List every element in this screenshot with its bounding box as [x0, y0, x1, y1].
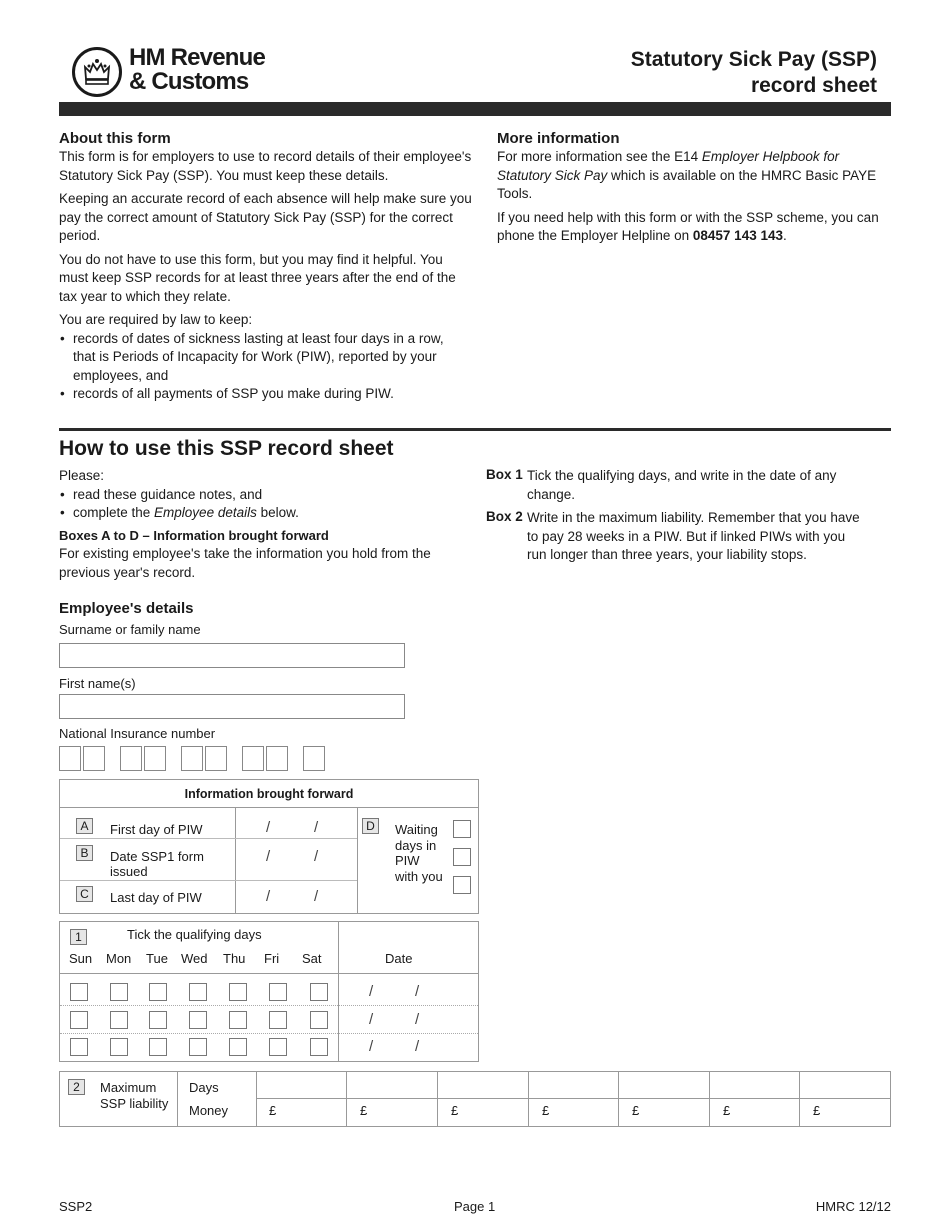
helpbook-title: Employer Helpbook for Statutory Sick Pay [497, 149, 840, 183]
liability-days-input[interactable] [438, 1072, 528, 1098]
boxes-a-d-text: For existing employee's take the information you hold from the previous year's record. [59, 546, 431, 580]
qualifying-days-heading: Tick the qualifying days [127, 927, 262, 942]
ni-char-box[interactable] [59, 746, 81, 771]
ibf-heading: Information brought forward [60, 780, 478, 808]
ni-char-box[interactable] [266, 746, 288, 771]
day-header-tue: Tue [146, 951, 168, 966]
qualifying-day-checkbox[interactable] [189, 1011, 207, 1029]
qualifying-day-checkbox[interactable] [229, 1038, 247, 1056]
howto-please: Please: [59, 468, 105, 483]
date-slash: / [415, 983, 420, 1000]
liability-days-input[interactable] [347, 1072, 437, 1098]
qualifying-date-input[interactable] [342, 1008, 476, 1030]
qualifying-day-checkbox[interactable] [310, 1011, 328, 1029]
date-slash: / [314, 888, 319, 905]
ssp1-issued-date-input[interactable] [240, 843, 352, 873]
ni-char-box[interactable] [144, 746, 166, 771]
qualifying-day-checkbox[interactable] [269, 1011, 287, 1029]
howto-section [59, 437, 459, 582]
qualifying-day-checkbox[interactable] [229, 1011, 247, 1029]
surname-input[interactable] [59, 643, 405, 668]
page-number: Page 1 [454, 1199, 496, 1214]
crown-icon [80, 55, 114, 89]
more-info-section [497, 130, 882, 246]
more-info-paragraph-2: If you need help with this form or with the SSP scheme, you can phone the Employer Helpline on 08457 143 143. [497, 209, 879, 243]
tag-2: 2 [68, 1079, 85, 1095]
box-guidance [486, 467, 866, 565]
date-slash: / [369, 1011, 374, 1028]
ni-char-box[interactable] [120, 746, 142, 771]
first-day-piw-date-input[interactable] [240, 814, 352, 836]
hmrc-crown-logo [72, 47, 122, 97]
day-header-sat: Sat [302, 951, 322, 966]
liability-divider [177, 1072, 178, 1126]
liability-days-input[interactable] [800, 1072, 890, 1098]
waiting-day-checkbox[interactable] [453, 820, 471, 838]
liability-days-input[interactable] [529, 1072, 618, 1098]
box2-guidance: Box 2 Write in the maximum liability. Remember that you have to pay 28 weeks in a PIW. But if linked PIWs with you run longer than three years, your liability stops. [486, 509, 860, 562]
ibf-divider [235, 808, 236, 913]
qualifying-date-input[interactable] [342, 1036, 476, 1058]
ni-char-box[interactable] [181, 746, 203, 771]
qd-row-rule [60, 1033, 478, 1034]
date-slash: / [314, 819, 319, 836]
date-slash: / [266, 819, 271, 836]
qualifying-days-box [59, 921, 479, 1062]
qualifying-day-checkbox[interactable] [310, 983, 328, 1001]
title-line2: record sheet [750, 74, 877, 97]
ni-char-box[interactable] [303, 746, 325, 771]
qualifying-date-input[interactable] [342, 977, 476, 1001]
tag-a: A [76, 818, 93, 834]
qualifying-day-checkbox[interactable] [149, 983, 167, 1001]
ibf-row-divider [60, 880, 357, 881]
about-heading: About this form [59, 130, 171, 147]
liability-days-input[interactable] [619, 1072, 709, 1098]
form-title [631, 47, 877, 99]
list-item: • complete the Employee details below. [59, 504, 459, 523]
ni-number-label: National Insurance number [59, 726, 216, 741]
waiting-day-checkbox[interactable] [453, 848, 471, 866]
liability-money-input[interactable]: £ [632, 1103, 640, 1118]
qualifying-day-checkbox[interactable] [149, 1038, 167, 1056]
liability-column [710, 1072, 800, 1126]
about-paragraph-4: You are required by law to keep: [59, 312, 253, 327]
info-brought-forward-box [59, 779, 479, 914]
ni-char-box[interactable] [242, 746, 264, 771]
list-item: • read these guidance notes, and [59, 486, 459, 505]
liability-money-input[interactable]: £ [813, 1103, 821, 1118]
day-header-fri: Fri [264, 951, 280, 966]
ibf-row-divider [60, 838, 357, 839]
tag-d: D [362, 818, 379, 834]
liability-money-input[interactable]: £ [723, 1103, 731, 1118]
ni-char-box[interactable] [205, 746, 227, 771]
about-paragraph-1: This form is for employers to use to record details of their employee's Statutory Sick Pay (SSP). You must keep these details. [59, 149, 472, 183]
ni-char-box[interactable] [83, 746, 105, 771]
date-header: Date [385, 951, 413, 966]
about-paragraph-2: Keeping an accurate record of each absence will help make sure you pay the correct amount of Statutory Sick Pay (SSP) for the correct period. [59, 191, 472, 243]
section-rule [59, 428, 891, 431]
liability-column [529, 1072, 619, 1126]
logo-line1: HM Revenue [129, 44, 266, 71]
day-header-sun: Sun [69, 951, 93, 966]
day-header-thu: Thu [223, 951, 246, 966]
liability-column [619, 1072, 710, 1126]
qualifying-day-checkbox[interactable] [70, 983, 88, 1001]
last-day-piw-date-input[interactable] [240, 884, 352, 910]
header-rule [59, 102, 891, 116]
firstname-label: First name(s) [59, 676, 136, 691]
date-slash: / [266, 888, 271, 905]
helpline-number: 08457 143 143 [692, 228, 783, 243]
about-bullets [59, 330, 474, 404]
first-day-piw-label: First day of PIW [110, 822, 203, 837]
tag-c: C [76, 886, 93, 902]
form-code: SSP2 [59, 1199, 93, 1214]
more-info-paragraph-1: For more information see the E14 Employer Helpbook for Statutory Sick Pay which is available on the HMRC Basic PAYE Tools. [497, 149, 877, 201]
ssp1-issued-label: Date SSP1 form issued [110, 849, 204, 879]
hmrc-logo-text [129, 46, 265, 94]
day-header-wed: Wed [181, 951, 208, 966]
about-paragraph-3: You do not have to use this form, but you may find it helpful. You must keep SSP records for at least three years after the end of the tax year to which they relate. [59, 251, 456, 304]
date-slash: / [369, 983, 374, 1000]
tag-1: 1 [70, 929, 87, 945]
date-slash: / [266, 848, 271, 865]
qualifying-day-checkbox[interactable] [269, 983, 287, 1001]
days-label: Days [189, 1080, 219, 1095]
list-item: • records of all payments of SSP you make during PIW. [59, 385, 474, 404]
waiting-day-checkbox[interactable] [453, 876, 471, 894]
title-line1: Statutory Sick Pay (SSP) [630, 48, 877, 71]
qualifying-day-checkbox[interactable] [149, 1011, 167, 1029]
qualifying-day-checkbox[interactable] [110, 1011, 128, 1029]
tag-b: B [76, 845, 93, 861]
max-liability-box [59, 1071, 891, 1127]
firstname-input[interactable] [59, 694, 405, 719]
list-item: • records of dates of sickness lasting at least four days in a row, that is Periods of Incapacity for Work (PIW), reported by your employees, and [59, 330, 474, 386]
max-liability-label: Maximum SSP liability [100, 1080, 169, 1111]
liability-days-input[interactable] [256, 1072, 346, 1098]
date-slash: / [415, 1038, 420, 1055]
boxes-a-d-heading: Boxes A to D – Information brought forward [59, 527, 329, 543]
qualifying-day-checkbox[interactable] [110, 983, 128, 1001]
qd-header-rule [60, 973, 478, 974]
qualifying-day-checkbox[interactable] [70, 1038, 88, 1056]
money-label: Money [189, 1103, 229, 1118]
day-header-mon: Mon [106, 951, 132, 966]
liability-money-input[interactable]: £ [451, 1103, 459, 1118]
qualifying-day-checkbox[interactable] [189, 983, 207, 1001]
qualifying-day-checkbox[interactable] [229, 983, 247, 1001]
date-slash: / [314, 848, 319, 865]
qualifying-day-checkbox[interactable] [269, 1038, 287, 1056]
last-day-piw-label: Last day of PIW [110, 890, 202, 905]
qualifying-day-checkbox[interactable] [70, 1011, 88, 1029]
form-version: HMRC 12/12 [815, 1199, 891, 1214]
logo-line2: & Customs [129, 68, 249, 95]
box1-guidance: Box 1 Tick the qualifying days, and write in the date of any change. [486, 467, 837, 502]
liability-money-input[interactable]: £ [360, 1103, 368, 1118]
ibf-divider [357, 808, 358, 913]
liability-column [438, 1072, 529, 1126]
liability-column [800, 1072, 890, 1126]
liability-money-input[interactable]: £ [542, 1103, 550, 1118]
qualifying-day-checkbox[interactable] [110, 1038, 128, 1056]
qualifying-day-checkbox[interactable] [189, 1038, 207, 1056]
surname-label: Surname or family name [59, 622, 201, 637]
more-info-heading: More information [497, 130, 620, 147]
about-section [59, 130, 474, 404]
date-slash: / [369, 1038, 374, 1055]
date-slash: / [415, 1011, 420, 1028]
liability-column [256, 1072, 347, 1126]
howto-bullets [59, 486, 459, 523]
howto-heading: How to use this SSP record sheet [59, 437, 394, 460]
qd-row-rule [60, 1005, 478, 1006]
liability-money-input[interactable]: £ [269, 1103, 277, 1118]
waiting-days-label: Waiting days in PIW with you [395, 822, 443, 884]
employee-details-heading: Employee's details [59, 600, 194, 617]
qualifying-day-checkbox[interactable] [310, 1038, 328, 1056]
liability-column [347, 1072, 438, 1126]
qd-divider [338, 922, 339, 1061]
liability-days-input[interactable] [710, 1072, 799, 1098]
